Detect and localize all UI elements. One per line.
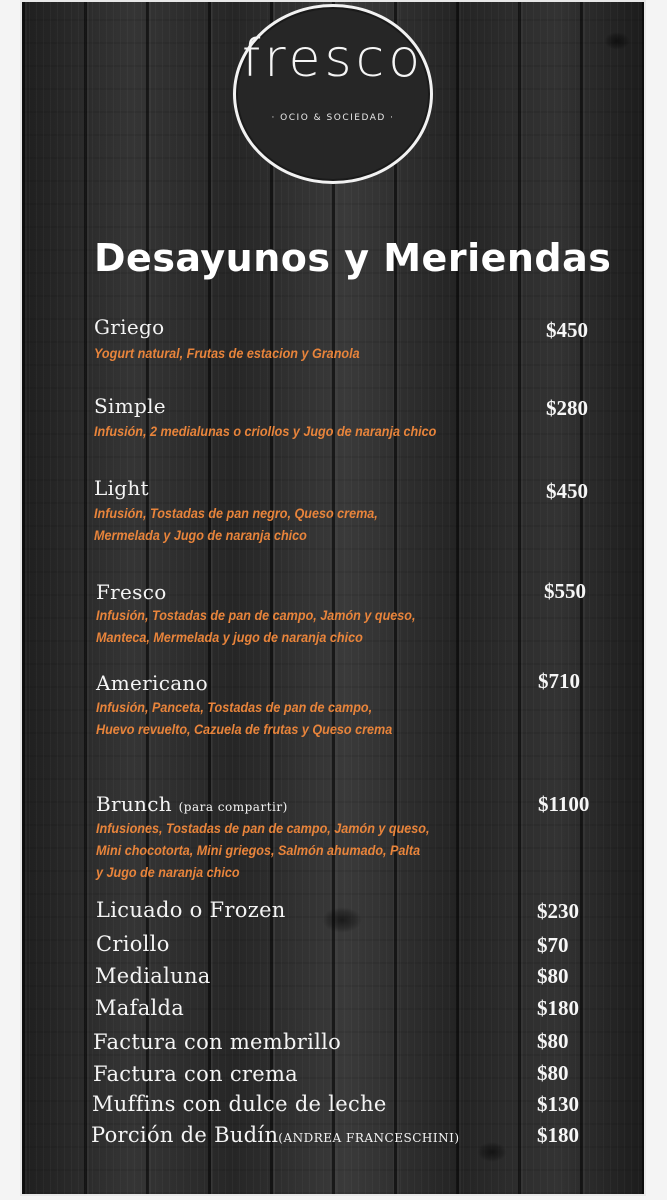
menu-item-price: $80 <box>537 1061 569 1085</box>
logo-tagline: · OCIO & SOCIEDAD · <box>271 113 395 123</box>
menu-item-note: (ANDREA FRANCESCHINI) <box>278 1131 460 1145</box>
menu-board <box>20 0 646 1196</box>
logo-word: fresco <box>241 29 425 89</box>
menu-item-description: Infusión, 2 medialunas o criollos y Jugo de naranja chico <box>94 423 437 439</box>
menu-item-description: Infusión, Tostadas de pan negro, Queso crema, Mermelada y Jugo de naranja chico <box>94 505 378 543</box>
menu-item-price: $70 <box>537 933 569 957</box>
menu-item-name: Muffins con dulce de leche <box>92 1092 387 1116</box>
menu-item-description: Infusión, Tostadas de pan de campo, Jamón y queso, Manteca, Mermelada y jugo de naranja chico <box>96 607 416 645</box>
menu-item-price: $80 <box>537 1029 569 1053</box>
menu-item-price: $230 <box>537 899 579 923</box>
menu-item-price: $180 <box>537 996 579 1020</box>
menu-item-price: $550 <box>544 579 586 603</box>
menu-item-name: Fresco <box>96 580 167 604</box>
menu-item-name: Light <box>94 476 149 500</box>
menu-item-price: $280 <box>546 396 588 420</box>
menu-item-description: Yogurt natural, Frutas de estacion y Granola <box>94 345 360 361</box>
menu-item-price: $180 <box>537 1123 579 1147</box>
menu-item-name: Americano <box>96 671 208 695</box>
page-title: Desayunos y Meriendas <box>94 236 612 280</box>
menu-item-name: Licuado o Frozen <box>96 898 286 922</box>
menu-item-name: Brunch (para compartir) <box>96 792 288 816</box>
fresco-logo <box>233 4 433 184</box>
menu-item-note: (para compartir) <box>178 800 288 814</box>
menu-item-name: Criollo <box>96 932 170 956</box>
menu-item-description: Infusión, Panceta, Tostadas de pan de campo, Huevo revuelto, Cazuela de frutas y Queso crema <box>96 699 393 737</box>
menu-item-price: $450 <box>546 318 588 342</box>
menu-item-description: Infusiones, Tostadas de pan de campo, Jamón y queso, Mini chocotorta, Mini griegos, Salmón ahumado, Palta y Jugo de naranja chico <box>96 820 430 880</box>
menu-item-name: Mafalda <box>95 996 185 1020</box>
menu-item-price: $450 <box>546 479 588 503</box>
menu-item-name: Factura con membrillo <box>93 1030 342 1054</box>
menu-item-name: Simple <box>94 394 166 418</box>
menu-item-price: $1100 <box>538 792 590 816</box>
menu-item-price: $710 <box>538 669 580 693</box>
menu-item-price: $130 <box>537 1092 579 1116</box>
menu-item-name: Medialuna <box>95 964 211 988</box>
wood-knot <box>604 32 630 50</box>
menu-item-name: Porción de Budín(ANDREA FRANCESCHINI) <box>91 1123 460 1147</box>
menu-item-name: Factura con crema <box>93 1062 298 1086</box>
menu-item-name: Griego <box>94 315 165 339</box>
menu-item-price: $80 <box>537 964 569 988</box>
wood-knot <box>322 907 362 933</box>
wood-knot <box>477 1142 507 1162</box>
